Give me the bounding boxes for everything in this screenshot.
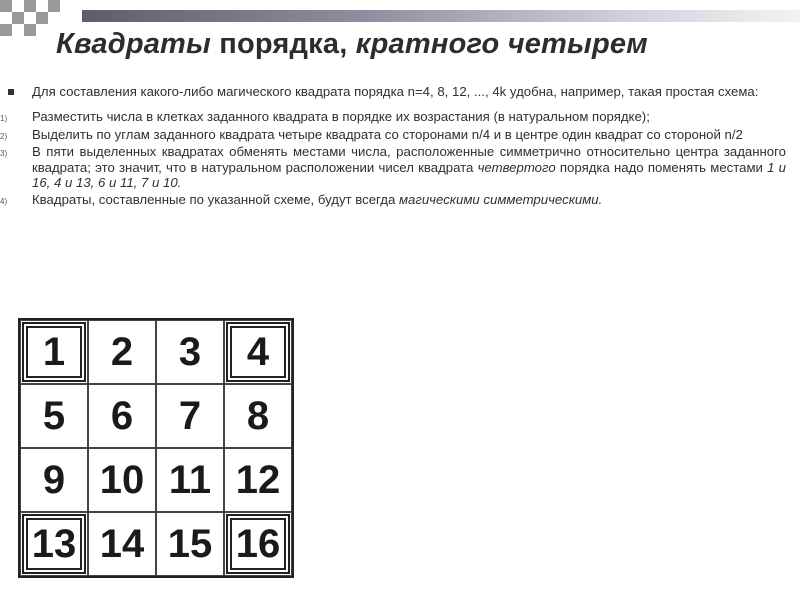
list-item-text: порядка надо поменять местами <box>555 159 768 175</box>
grid-cell-highlighted: 13 <box>20 512 88 576</box>
list-marker: 2) <box>0 131 8 141</box>
list-marker: 1) <box>0 114 8 124</box>
list-item-emphasis: магическими симметрическими. <box>398 192 603 208</box>
list-item-emphasis: 1 и 16, 4 и 13, 6 и 11, 7 и 10. <box>32 159 786 191</box>
grid-cell: 12 <box>224 448 292 512</box>
list-item <box>0 144 800 190</box>
grid-cell: 15 <box>156 512 224 576</box>
list-item <box>0 109 800 124</box>
magic-square-grid <box>18 318 294 578</box>
intro-text: Для составления какого-либо магического квадрата порядка n=4, 8, 12, ..., 4k удобна, например, такая простая схема: <box>32 84 759 99</box>
grid-cell: 2 <box>88 320 156 384</box>
grid-cell: 3 <box>156 320 224 384</box>
grid-cell-highlighted: 16 <box>224 512 292 576</box>
gradient-bar <box>82 10 800 22</box>
list-item <box>0 192 800 207</box>
list-item <box>0 127 800 142</box>
grid-cell-highlighted: 1 <box>20 320 88 384</box>
list-marker: 3) <box>0 149 8 159</box>
list-item-text: Выделить по углам заданного квадрата четыре квадрата со сторонами n/4 и в центре один квадрат со стороной n/2 <box>32 126 743 142</box>
list-item-text: Квадраты, составленные по указанной схеме, будут всегда <box>32 192 399 208</box>
grid-cell: 8 <box>224 384 292 448</box>
grid-cell: 10 <box>88 448 156 512</box>
list-item-emphasis: четвертого <box>477 159 556 175</box>
list-item-text: Разместить числа в клетках заданного квадрата в порядке их возрастания (в натуральном порядке); <box>32 109 650 125</box>
bullet-marker-icon <box>8 89 14 95</box>
intro-item <box>0 84 800 99</box>
list-item-text: В пяти выделенных квадратах обменять местами числа, расположенные симметрично относительно центра заданного квадрата; это значит, что в натуральном расположении чисел квадрата <box>32 144 786 175</box>
grid-cell: 11 <box>156 448 224 512</box>
grid-cell: 5 <box>20 384 88 448</box>
grid-cell: 9 <box>20 448 88 512</box>
grid-cell: 7 <box>156 384 224 448</box>
grid-cell-highlighted: 4 <box>224 320 292 384</box>
instruction-list <box>0 84 800 208</box>
grid-cell: 14 <box>88 512 156 576</box>
list-marker: 4) <box>0 197 8 207</box>
page-title: Квадраты порядка, кратного четырем <box>56 28 648 60</box>
grid-cell: 6 <box>88 384 156 448</box>
header-decoration <box>0 0 800 30</box>
